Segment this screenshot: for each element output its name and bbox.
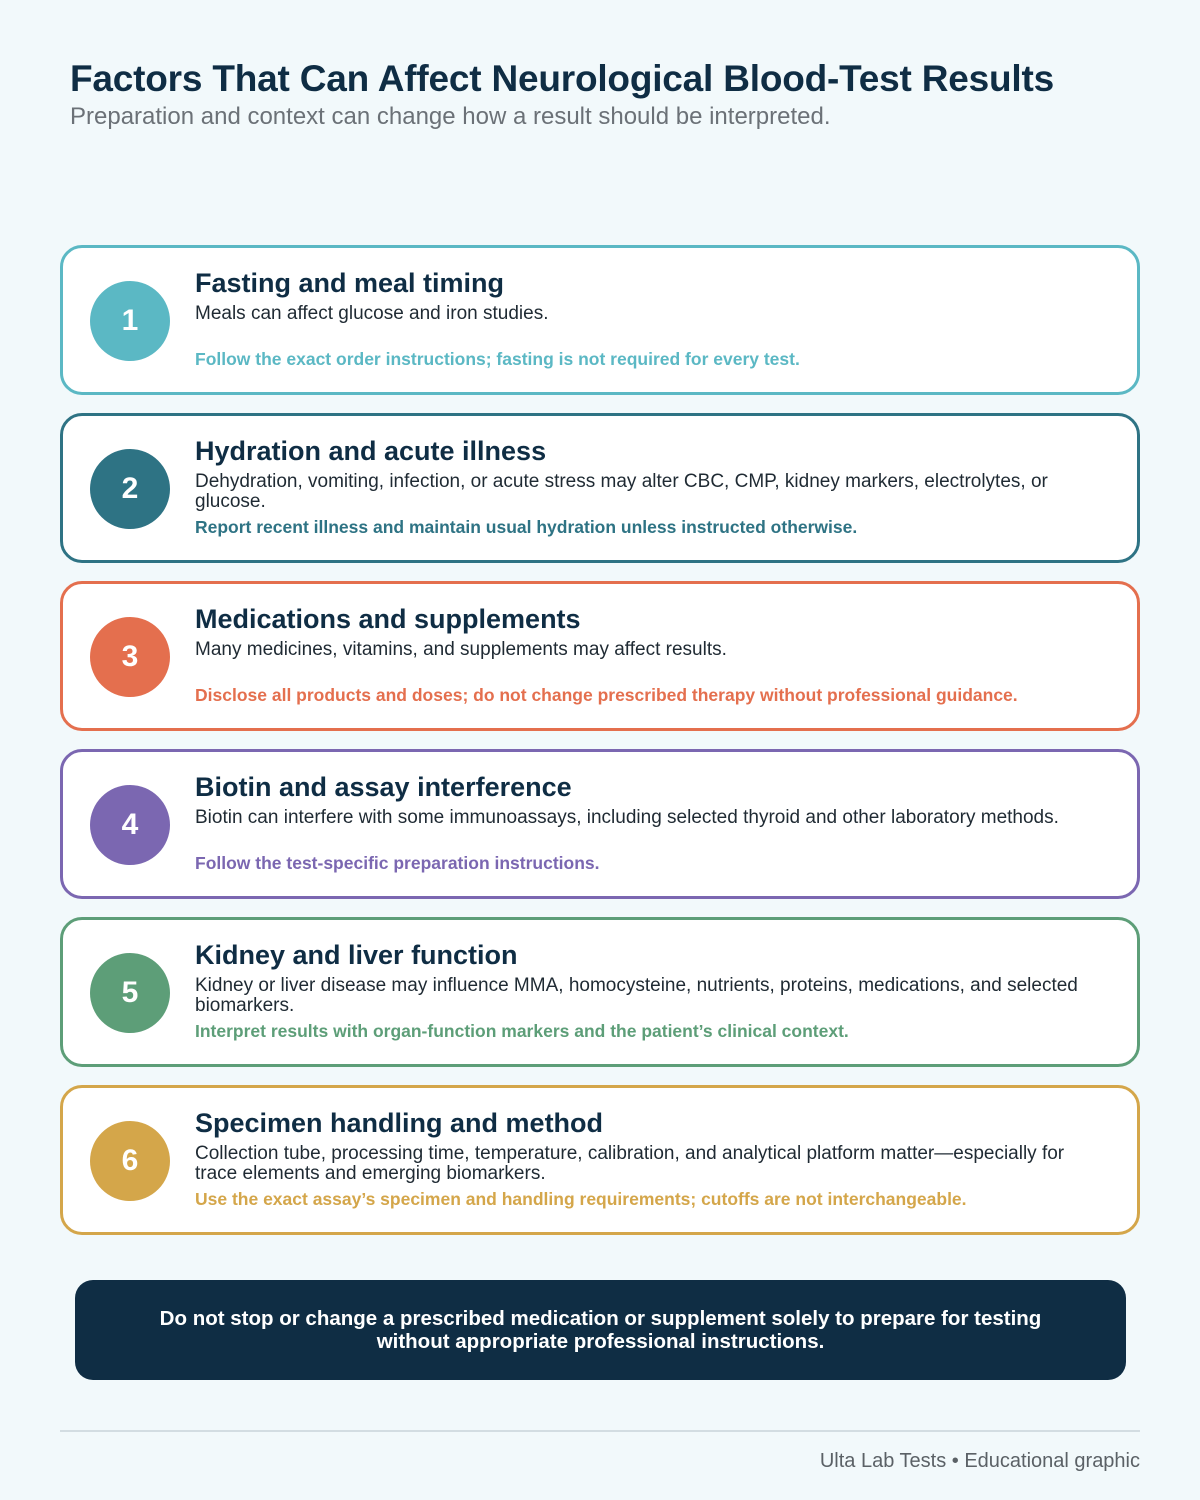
factor-card-body — [195, 434, 1097, 538]
factor-number-badge: 4 — [90, 785, 170, 865]
factor-description: Meals can affect glucose and iron studies. — [195, 303, 549, 324]
factor-note: Report recent illness and maintain usual hydration unless instructed otherwise. — [195, 517, 858, 537]
factor-card-body — [195, 770, 1097, 874]
factor-description: Biotin can interfere with some immunoassays, including selected thyroid and other laboratory methods. — [195, 807, 1059, 828]
factor-list — [60, 245, 1140, 1253]
factor-note: Follow the test-specific preparation instructions. — [195, 853, 600, 873]
factor-card-specimen — [60, 1085, 1140, 1235]
factor-card-body — [195, 1106, 1097, 1210]
factor-card-body — [195, 938, 1097, 1042]
factor-note: Disclose all products and doses; do not change prescribed therapy without professional guidance. — [195, 685, 1018, 705]
factor-title: Fasting and meal timing — [195, 268, 505, 298]
factor-number-badge: 6 — [90, 1121, 170, 1201]
factor-note: Interpret results with organ-function markers and the patient’s clinical context. — [195, 1021, 849, 1041]
factor-card-kidney-liver — [60, 917, 1140, 1067]
factor-card-body — [195, 266, 1097, 370]
factor-description: Many medicines, vitamins, and supplements may affect results. — [195, 639, 727, 660]
factor-number-badge: 2 — [90, 449, 170, 529]
factor-title: Hydration and acute illness — [195, 436, 547, 466]
factor-note: Follow the exact order instructions; fasting is not required for every test. — [195, 349, 800, 369]
factor-description: Dehydration, vomiting, infection, or acute stress may alter CBC, CMP, kidney markers, electrolytes, or glucose. — [195, 471, 1048, 512]
factor-card-fasting — [60, 245, 1140, 395]
factor-title: Biotin and assay interference — [195, 772, 572, 802]
factor-card-hydration — [60, 413, 1140, 563]
factor-title: Kidney and liver function — [195, 940, 518, 970]
factor-card-body — [195, 602, 1097, 706]
factor-description: Collection tube, processing time, temperature, calibration, and analytical platform matter—especially for trace elements and emerging biomarkers. — [195, 1143, 1065, 1184]
factor-note: Use the exact assay’s specimen and handling requirements; cutoffs are not interchangeable. — [195, 1189, 967, 1209]
footer-divider — [60, 1430, 1140, 1432]
factor-title: Medications and supplements — [195, 604, 581, 634]
page-subtitle: Preparation and context can change how a result should be interpreted. — [70, 103, 831, 130]
warning-banner — [75, 1280, 1126, 1380]
factor-description: Kidney or liver disease may influence MMA, homocysteine, nutrients, proteins, medications, and selected biomarkers. — [195, 975, 1078, 1016]
footer-credit: Ulta Lab Tests • Educational graphic — [819, 1450, 1140, 1472]
factor-card-biotin — [60, 749, 1140, 899]
factor-card-medications — [60, 581, 1140, 731]
factor-number-badge: 5 — [90, 953, 170, 1033]
factor-title: Specimen handling and method — [195, 1108, 604, 1138]
header — [70, 58, 1150, 132]
warning-text: Do not stop or change a prescribed medication or supplement solely to prepare for testing without appropriate professional instructions. — [159, 1307, 1042, 1353]
factor-number-badge: 3 — [90, 617, 170, 697]
page-title: Factors That Can Affect Neurological Blood-Test Results — [70, 58, 1055, 99]
factor-number-badge: 1 — [90, 281, 170, 361]
